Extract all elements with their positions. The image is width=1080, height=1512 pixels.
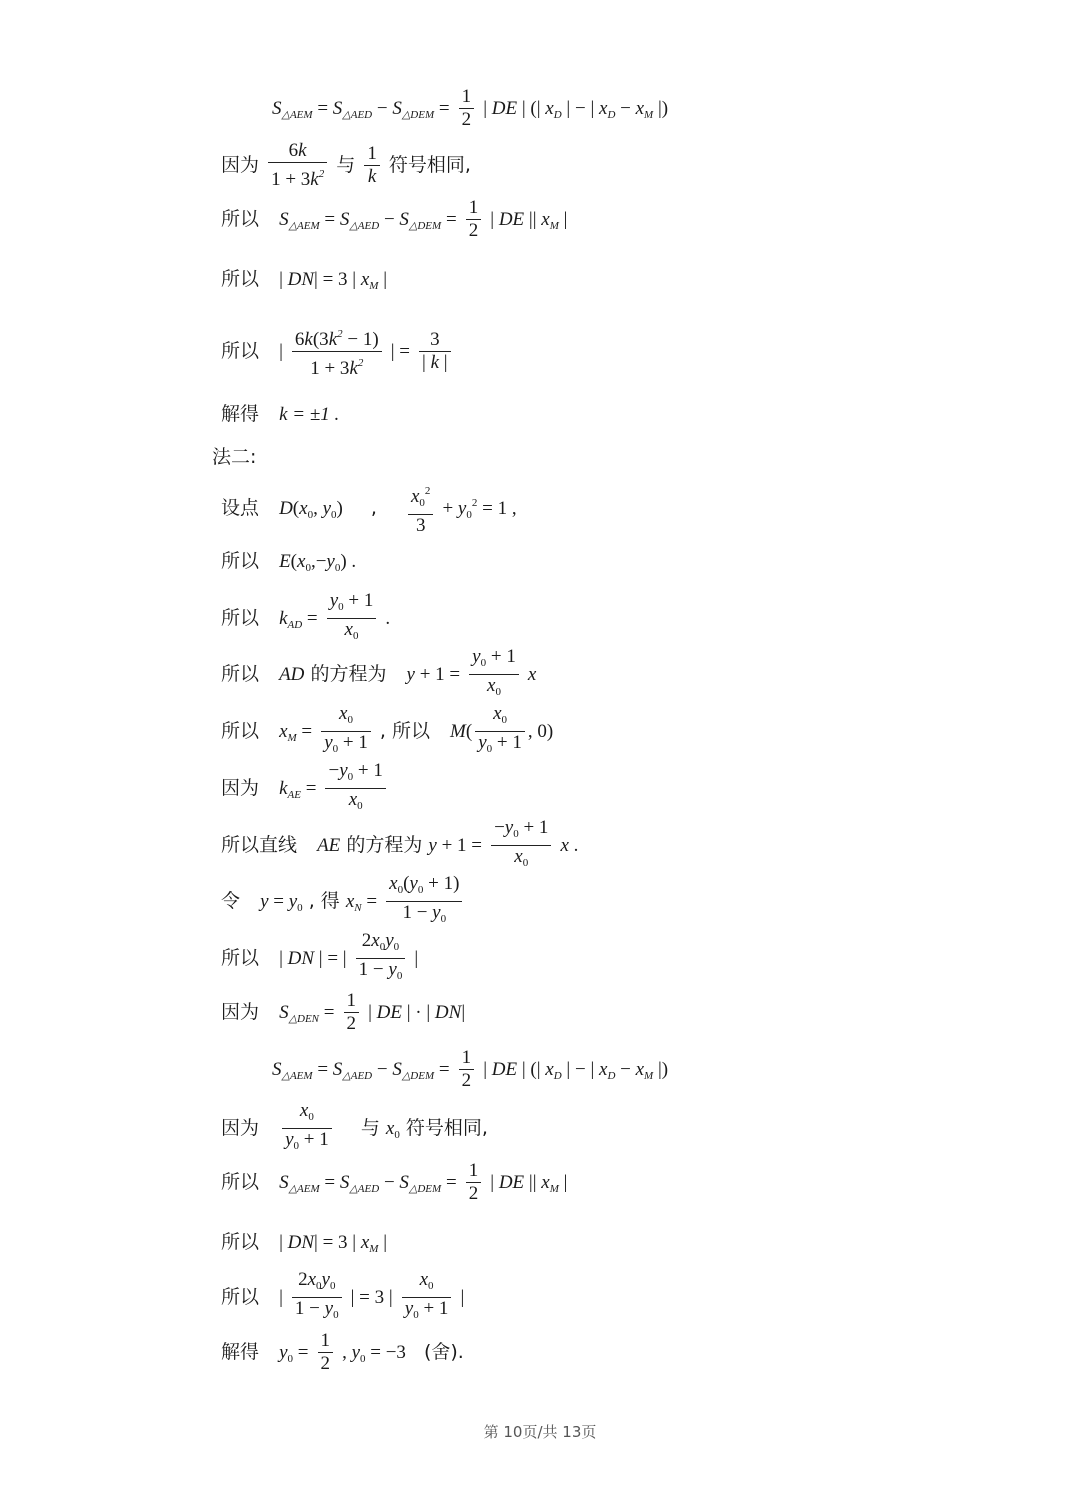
line-prefix: 解得 <box>221 1341 260 1363</box>
fraction: $\frac{1}{2}$ <box>466 197 482 242</box>
line-mid: 与 <box>336 154 356 176</box>
line-prefix: 所以 <box>221 720 260 742</box>
formula-line-4: 所以 | DN| = 3 | $x_M$ | <box>221 268 388 292</box>
fraction: $\frac{x_0}{y_0 + 1}$ <box>321 703 371 760</box>
line-prefix: 因为 <box>221 1117 260 1139</box>
fraction: $\frac{-y_0 + 1}{x_0}$ <box>491 817 551 874</box>
fraction: $\frac{1}{2}$ <box>459 1047 475 1092</box>
fraction: $\frac{x_0^2}{3}$ <box>408 480 433 537</box>
formula-line-11: 所以 AD 的方程为 y + 1 = $\frac{y_0 + 1}{x_0}$ x <box>221 646 536 703</box>
fraction: $\frac{x_0}{y_0 + 1}$ <box>475 703 525 760</box>
solution-value: k = ±1 . <box>279 404 340 425</box>
formula-line-17: 因为 $S_{\triangle DEN}$ = $\frac{1}{2}$ | DE | · | DN| <box>221 990 466 1034</box>
fraction: $\frac{x_0}{y_0 + 1}$ <box>402 1269 452 1326</box>
line-prefix: 所以 <box>221 607 260 629</box>
line-suffix: 符号相同, <box>388 154 471 176</box>
formula-line-19: 因为 $\frac{x_0}{y_0 + 1}$ 与 $x_0$ 符号相同, <box>221 1100 488 1157</box>
formula-line-13: 因为 $k_{AE}$ = $\frac{-y_0 + 1}{x_0}$ <box>221 760 389 817</box>
line-mid: 得 <box>320 890 340 912</box>
line-prefix: 所以直线 <box>221 834 298 856</box>
formula-line-6 <box>221 399 339 426</box>
formula-line-15: 令 $y = y_0$ , 得 $x_N$ = $\frac{x_0(y_0 + 1)}{1 - y_0}$ <box>221 873 465 930</box>
line-mid: 的方程为 <box>346 834 423 856</box>
fraction: $\frac{y_0 + 1}{x_0}$ <box>469 646 519 703</box>
formula-line-16: 所以 | DN | = | $\frac{2x_0y_0}{1 - y_0}$ | <box>221 930 418 987</box>
fraction: $\frac{1}{2}$ <box>344 990 360 1035</box>
formula-line-10: 所以 $k_{AD}$ = $\frac{y_0 + 1}{x_0}$ . <box>221 590 390 647</box>
line-prefix: 解得 <box>221 403 260 425</box>
fraction: $\frac{1}{2}$ <box>459 86 475 131</box>
line-prefix: 所以 <box>221 340 260 362</box>
line-mid: 所以 <box>391 720 430 742</box>
formula-line-14: 所以直线 AE 的方程为 y + 1 = $\frac{-y_0 + 1}{x_0}$ x . <box>221 817 578 874</box>
fraction: $\frac{2x_0y_0}{1 - y_0}$ <box>292 1269 342 1326</box>
formula-line-2 <box>221 140 471 191</box>
line-suffix: 符号相同, <box>405 1117 488 1139</box>
method-two-heading: 法二: <box>212 446 257 468</box>
fraction: $\frac{1}{k}$ <box>364 143 380 188</box>
fraction: $\frac{6k(3k^2 - 1)}{1 + 3k^2}$ <box>292 323 382 380</box>
line-prefix: 令 <box>221 890 241 912</box>
formula-line-20: 所以 $S_{\triangle AEM} = S_{\triangle AED} - S_{\triangle DEM}$ = $\frac{1}{2}$ | DE || $x_M$ | <box>221 1160 568 1204</box>
line-prefix: 所以 <box>221 663 260 685</box>
formula-line-9: 所以 $E(x_0,-y_0)$ . <box>221 550 357 574</box>
formula-line-23: 解得 $y_0$ = $\frac{1}{2}$ , $y_0 = -3$ (舍). <box>221 1330 464 1374</box>
line-prefix: 因为 <box>221 777 260 799</box>
formula-line-22: 所以 | $\frac{2x_0y_0}{1 - y_0}$ | = 3 | $\frac{x_0}{y_0 + 1}$ | <box>221 1269 464 1326</box>
page-number-footer: 第 10页/共 13页 <box>483 1423 597 1441</box>
formula-line-3: 所以 $S_{\triangle AEM} = S_{\triangle AED} - S_{\triangle DEM}$ = $\frac{1}{2}$ | DE || $x_M$ | <box>221 197 568 241</box>
formula-line-21: 所以 | DN| = 3 | $x_M$ | <box>221 1231 388 1255</box>
formula-line-1: $S_{\triangle AEM} = S_{\triangle AED} - S_{\triangle DEM}$ = $\frac{1}{2}$ | DE | (| $x_D$ | − | $x_D - x_M$ |) <box>272 86 669 130</box>
fraction: $\frac{x_0}{y_0 + 1}$ <box>282 1100 332 1157</box>
line-prefix: 所以 <box>221 1231 260 1253</box>
line-mid: 的方程为 <box>310 663 387 685</box>
fraction: $\frac{x_0(y_0 + 1)}{1 - y_0}$ <box>386 873 462 930</box>
line-prefix: 所以 <box>221 268 260 290</box>
line-suffix: (舍). <box>423 1341 464 1363</box>
line-prefix: 设点 <box>221 497 260 519</box>
formula-line-8: 设点 $D(x_0$, $y_0$) , $\frac{x_0^2}{3}$ + $y_0^2 = 1$ , <box>221 480 517 537</box>
fraction: $\frac{3}{| k |}$ <box>419 329 451 374</box>
fraction: $\frac{1}{2}$ <box>318 1330 334 1375</box>
fraction: $\frac{6k}{1 + 3k^2}$ <box>268 140 327 191</box>
line-prefix: 因为 <box>221 1001 260 1023</box>
line-prefix: 所以 <box>221 1171 260 1193</box>
line-prefix: 所以 <box>221 1286 260 1308</box>
fraction: $\frac{y_0 + 1}{x_0}$ <box>327 590 377 647</box>
line-prefix: 因为 <box>221 154 260 176</box>
line-prefix: 所以 <box>221 947 260 969</box>
fraction: $\frac{1}{2}$ <box>466 1160 482 1205</box>
line-mid: 与 <box>360 1117 380 1139</box>
formula-line-5: 所以 | $\frac{6k(3k^2 - 1)}{1 + 3k^2}$ | = $\frac{3}{| k |}$ <box>221 323 454 380</box>
formula-line-12: 所以 $x_M$ = $\frac{x_0}{y_0 + 1}$ , 所以 M( $\frac{x_0}{y_0 + 1}$ , 0) <box>221 703 553 760</box>
line-prefix: 所以 <box>221 550 260 572</box>
fraction: $\frac{-y_0 + 1}{x_0}$ <box>325 760 385 817</box>
formula-line-18: $S_{\triangle AEM} = S_{\triangle AED} - S_{\triangle DEM}$ = $\frac{1}{2}$ | DE | (| $x_D$ | − | $x_D - x_M$ |) <box>272 1047 669 1091</box>
fraction: $\frac{2x_0y_0}{1 - y_0}$ <box>356 930 406 987</box>
line-prefix: 所以 <box>221 208 260 230</box>
separator: , <box>370 497 377 519</box>
